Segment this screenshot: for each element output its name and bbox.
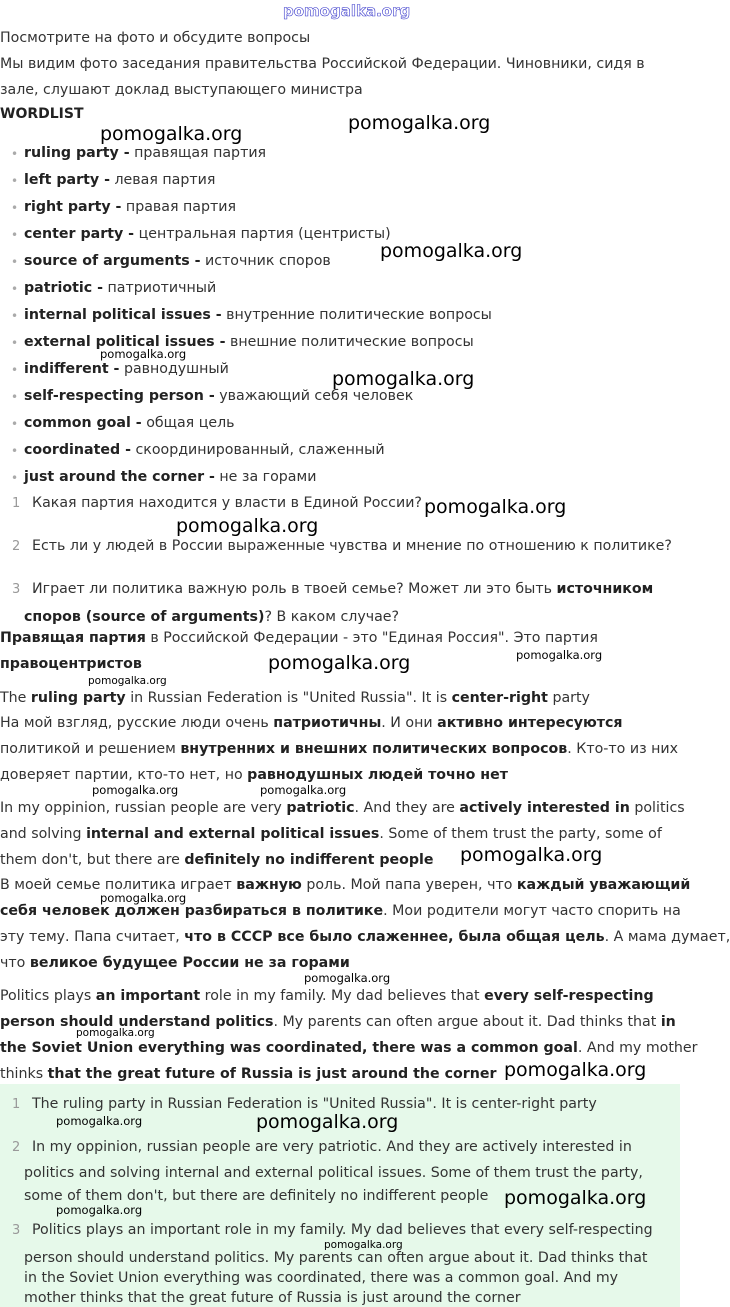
intro-line: Посмотрите на фото и обсудите вопросы <box>0 30 311 46</box>
bullet-icon: • <box>11 309 19 323</box>
watermark: pomogalka.org <box>504 1059 647 1081</box>
bold-text: важную <box>236 877 302 893</box>
question-3 <box>32 581 653 597</box>
wordlist-item <box>24 307 492 323</box>
answer-1-en <box>0 690 590 706</box>
question-3-cont <box>24 609 399 625</box>
wordlist-item <box>24 442 385 458</box>
wordlist-term: ruling party - <box>24 145 130 161</box>
watermark: pomogalka.org <box>504 1187 647 1209</box>
text: политикой и решением <box>0 741 181 757</box>
text: and solving <box>0 826 87 842</box>
wordlist-term: source of arguments - <box>24 253 201 269</box>
wordlist-item <box>24 253 331 269</box>
watermark: pomogalka.org <box>56 1203 143 1217</box>
bold-text: великое будущее России не за горами <box>29 955 350 971</box>
watermark: pomogalka.org <box>100 347 187 361</box>
answer-3-ru <box>0 903 681 919</box>
final-number: 2 <box>12 1140 21 1155</box>
text: . Some of them trust the party, some of <box>379 826 662 842</box>
wordlist-translation: равнодушный <box>119 361 229 377</box>
wordlist-translation: скоординированный, слаженный <box>130 442 385 458</box>
text: party <box>547 690 590 706</box>
answer-3-ru <box>0 955 350 971</box>
bold-text: actively interested in <box>459 800 630 816</box>
wordlist-item <box>24 388 413 404</box>
bold-text: активно интересуются <box>437 715 623 731</box>
watermark: pomogalka.org <box>460 844 603 866</box>
answer-2-ru <box>0 715 623 731</box>
watermark-logo: pomogalka.org <box>283 2 411 20</box>
bold-text: правоцентристов <box>0 656 142 672</box>
text: . And my mother <box>577 1040 698 1056</box>
answer-2-en <box>0 826 662 842</box>
wordlist-term: common goal - <box>24 415 142 431</box>
wordlist-translation: уважающий себя человек <box>214 388 414 404</box>
text: . Кто-то из них <box>567 741 679 757</box>
bullet-icon: • <box>11 471 19 485</box>
answer-3-en <box>0 1066 496 1082</box>
watermark: pomogalka.org <box>304 971 391 985</box>
wordlist-item <box>24 226 391 242</box>
watermark: pomogalka.org <box>100 891 187 905</box>
question-number: 1 <box>12 496 21 511</box>
question-number: 3 <box>12 582 21 597</box>
answer-1-ru <box>0 630 598 646</box>
text: в Российской Федерации - это "Единая Россия". Это партия <box>145 630 598 646</box>
final-answer-3: mother thinks that the great future of Russia is just around the corner <box>24 1290 521 1306</box>
bullet-icon: • <box>11 228 19 242</box>
answer-2-en <box>0 800 685 816</box>
bullet-icon: • <box>11 363 19 377</box>
wordlist-term: self-respecting person - <box>24 388 215 404</box>
bullet-icon: • <box>11 255 19 269</box>
watermark: pomogalka.org <box>88 675 167 687</box>
watermark: pomogalka.org <box>176 515 319 537</box>
bullet-icon: • <box>11 147 19 161</box>
wordlist-translation: внутренние политические вопросы <box>221 307 492 323</box>
text: them don't, but there are <box>0 852 185 868</box>
bold-text: каждый уважающий <box>516 877 691 893</box>
bold-text: ruling party <box>30 690 126 706</box>
answer-3-en <box>0 988 654 1004</box>
text: доверяет партии, кто-то нет, но <box>0 767 248 783</box>
final-answer-2: some of them don't, but there are definitely no indifferent people <box>24 1188 489 1204</box>
watermark: pomogalka.org <box>332 368 475 390</box>
watermark: pomogalka.org <box>516 648 603 662</box>
watermark: pomogalka.org <box>348 112 491 134</box>
final-answer-3: person should understand politics. My parents can often argue about it. Dad thinks that <box>24 1250 648 1266</box>
wordlist-term: left party - <box>24 172 110 188</box>
final-answer-2: In my oppinion, russian people are very patriotic. And they are actively interested in <box>32 1139 632 1155</box>
wordlist-translation: левая партия <box>109 172 216 188</box>
watermark: pomogalka.org <box>76 1027 155 1039</box>
bullet-icon: • <box>11 417 19 431</box>
text: Politics plays <box>0 988 96 1004</box>
text: что <box>0 955 30 971</box>
question-1: Какая партия находится у власти в Единой России? <box>32 495 422 511</box>
watermark: pomogalka.org <box>256 1111 399 1133</box>
watermark: pomogalka.org <box>424 496 567 518</box>
wordlist-heading: WORDLIST <box>0 106 84 122</box>
bullet-icon: • <box>11 282 19 296</box>
answer-3-en <box>0 1040 697 1056</box>
text: in Russian Federation is "United Russia". It is <box>125 690 452 706</box>
question-2: Есть ли у людей в России выраженные чувства и мнение по отношению к политике? <box>32 538 672 554</box>
text: thinks <box>0 1066 48 1082</box>
answer-2-ru <box>0 741 678 757</box>
wordlist-term: internal political issues - <box>24 307 222 323</box>
final-answer-2: politics and solving internal and external political issues. Some of them trust the party, <box>24 1165 643 1181</box>
wordlist-translation: источник споров <box>200 253 331 269</box>
bold-text: the Soviet Union everything was coordinated, there was a common goal <box>0 1040 578 1056</box>
intro-line: Мы видим фото заседания правительства Российской Федерации. Чиновники, сидя в <box>0 56 645 72</box>
question-3-text: Играет ли политика важную роль в твоей семье? Может ли это быть <box>32 581 557 597</box>
bold-text: что в СССР все было слаженнее, была общая цель <box>184 929 605 945</box>
bold-text: внутренних и внешних политических вопросов <box>180 741 568 757</box>
bullet-icon: • <box>11 390 19 404</box>
wordlist-item <box>24 145 266 161</box>
wordlist-item <box>24 469 316 485</box>
wordlist-item <box>24 199 236 215</box>
text: . И они <box>381 715 438 731</box>
bold-text: патриотичны <box>273 715 382 731</box>
bold-text: in <box>660 1014 676 1030</box>
watermark: pomogalka.org <box>100 123 243 145</box>
wordlist-term: just around the corner - <box>24 469 215 485</box>
bold-text: себя человек должен разбираться в политике <box>0 903 384 919</box>
watermark: pomogalka.org <box>260 783 347 797</box>
question-number: 2 <box>12 539 21 554</box>
question-3-bold: источником <box>556 581 654 597</box>
watermark: pomogalka.org <box>380 240 523 262</box>
intro-line: зале, слушают доклад выступающего министра <box>0 82 363 98</box>
text: На мой взгляд, русские люди очень <box>0 715 274 731</box>
wordlist-translation: правящая партия <box>129 145 267 161</box>
answer-2-en <box>0 852 434 868</box>
text: эту тему. Папа считает, <box>0 929 185 945</box>
bold-text: an important <box>95 988 201 1004</box>
wordlist-translation: центральная партия (центристы) <box>134 226 391 242</box>
bold-text: every self-respecting <box>484 988 654 1004</box>
wordlist-term: right party - <box>24 199 122 215</box>
bold-text: internal and external political issues <box>86 826 380 842</box>
watermark: pomogalka.org <box>56 1114 143 1128</box>
watermark: pomogalka.org <box>324 1239 403 1251</box>
wordlist-item <box>24 172 215 188</box>
text: role in my family. My dad believes that <box>200 988 485 1004</box>
wordlist-item <box>24 334 474 350</box>
wordlist-term: external political issues - <box>24 334 226 350</box>
wordlist-item <box>24 361 229 377</box>
wordlist-translation: правая партия <box>121 199 237 215</box>
answer-1-ru-cont <box>0 656 142 672</box>
final-answer-1: The ruling party in Russian Federation is "United Russia". It is center-right party <box>32 1096 597 1112</box>
bold-text: равнодушных людей точно нет <box>247 767 508 783</box>
bold-text: patriotic <box>286 800 355 816</box>
final-number: 3 <box>12 1223 21 1238</box>
question-3-bold: споров (source of arguments) <box>24 609 265 625</box>
final-number: 1 <box>12 1097 21 1112</box>
watermark: pomogalka.org <box>268 652 411 674</box>
text: В моей семье политика играет <box>0 877 237 893</box>
watermark: pomogalka.org <box>92 783 179 797</box>
wordlist-translation: внешние политические вопросы <box>225 334 474 350</box>
wordlist-item <box>24 415 235 431</box>
bullet-icon: • <box>11 174 19 188</box>
bold-text: that the great future of Russia is just around the corner <box>47 1066 497 1082</box>
text: роль. Мой папа уверен, что <box>301 877 517 893</box>
text: politics <box>629 800 685 816</box>
wordlist-translation: не за горами <box>214 469 317 485</box>
bullet-icon: • <box>11 336 19 350</box>
wordlist-translation: общая цель <box>141 415 235 431</box>
bullet-icon: • <box>11 201 19 215</box>
text: . My parents can often argue about it. Dad thinks that <box>273 1014 661 1030</box>
bullet-icon: • <box>11 444 19 458</box>
text: . And they are <box>354 800 460 816</box>
wordlist-term: coordinated - <box>24 442 131 458</box>
bold-text: person should understand politics <box>0 1014 274 1030</box>
text: In my oppinion, russian people are very <box>0 800 287 816</box>
wordlist-translation: патриотичный <box>103 280 217 296</box>
final-answer-3: Politics plays an important role in my family. My dad believes that every self-respecting <box>32 1222 653 1238</box>
final-answer-3: in the Soviet Union everything was coordinated, there was a common goal. And my <box>24 1270 619 1286</box>
wordlist-term: center party - <box>24 226 135 242</box>
wordlist-term: indifferent - <box>24 361 120 377</box>
bold-text: Правящая партия <box>0 630 146 646</box>
text: . Мои родители могут часто спорить на <box>383 903 681 919</box>
question-3-text: ? В каком случае? <box>264 609 400 625</box>
wordlist-term: patriotic - <box>24 280 104 296</box>
bold-text: definitely no indifferent people <box>184 852 434 868</box>
answer-3-ru <box>0 929 730 945</box>
text: The <box>0 690 31 706</box>
text: . А мама думает, <box>604 929 730 945</box>
wordlist-item <box>24 280 216 296</box>
answer-2-ru <box>0 767 508 783</box>
bold-text: center-right <box>451 690 548 706</box>
